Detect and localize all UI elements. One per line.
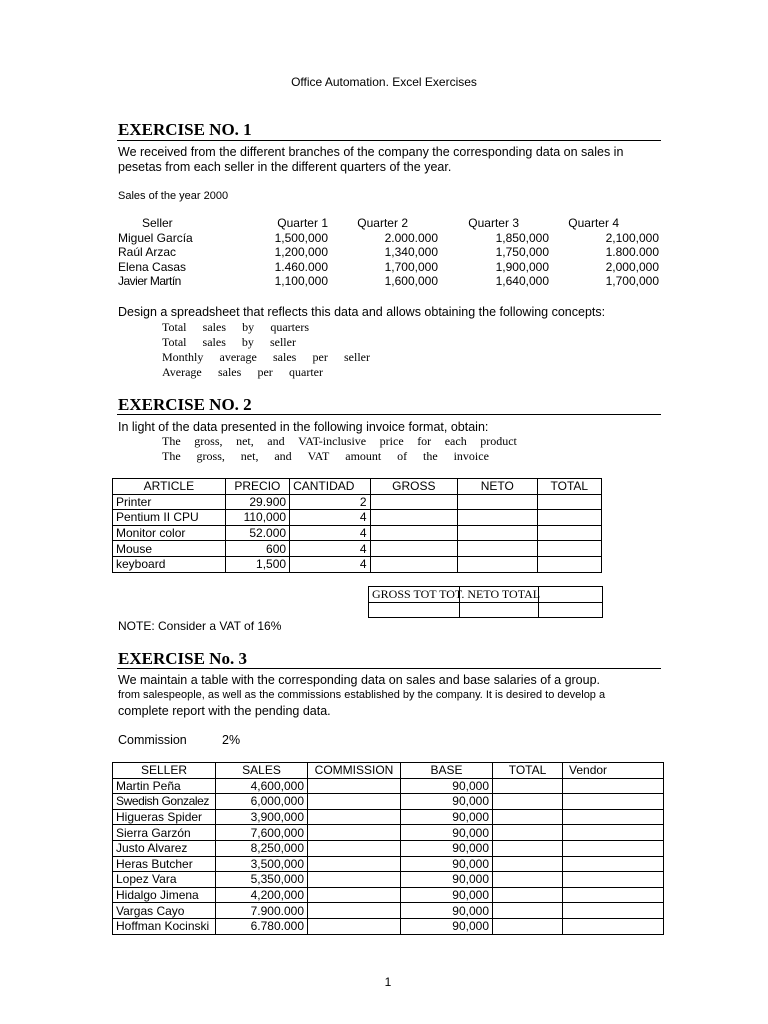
table-row xyxy=(113,840,664,856)
vendor-cell xyxy=(563,872,664,888)
total-cell xyxy=(537,556,601,572)
concept-word: sales xyxy=(217,365,242,379)
concept-word: sales xyxy=(202,320,226,334)
seller-name: Miguel García xyxy=(118,230,193,245)
table-row xyxy=(118,260,659,275)
total-cell xyxy=(493,794,563,810)
vendor-cell xyxy=(563,840,664,856)
seller-cell: Lopez Vara xyxy=(113,872,216,888)
q4-value: 1.800.000 xyxy=(605,245,659,259)
totals-value-gross xyxy=(369,602,460,618)
concept-word: sales xyxy=(202,335,226,349)
seller-cell: Higueras Spider xyxy=(113,809,216,825)
neto-cell xyxy=(458,525,537,541)
commission-cell xyxy=(308,794,401,810)
cantidad-cell: 4 xyxy=(290,525,370,541)
total-cell xyxy=(537,541,601,557)
table-row xyxy=(113,872,664,888)
exercise-1-rule xyxy=(117,140,661,141)
instruction-word: The xyxy=(162,449,181,463)
q3-value: 1,850,000 xyxy=(495,230,549,245)
sp-header-seller: SELLER xyxy=(113,763,216,779)
invoice-totals-row xyxy=(369,602,603,618)
precio-cell: 52.000 xyxy=(225,525,289,541)
table-row xyxy=(113,494,602,510)
concept-word: by xyxy=(241,335,254,349)
total-cell xyxy=(493,778,563,794)
instruction-word: and xyxy=(267,434,285,448)
totals-value-neto xyxy=(460,602,539,618)
table-row xyxy=(113,856,664,872)
neto-cell xyxy=(458,494,537,510)
invoice-header-neto: NETO xyxy=(458,479,537,495)
invoice-totals-label: GROSS TOT TOT. NETO TOTAL xyxy=(372,587,541,601)
commission-label: Commission xyxy=(118,733,187,747)
concept-item xyxy=(162,320,309,335)
cantidad-cell: 4 xyxy=(290,541,370,557)
totals-value-total xyxy=(539,602,603,618)
total-cell xyxy=(493,825,563,841)
instruction-word: amount xyxy=(345,449,382,463)
vendor-cell xyxy=(563,794,664,810)
sales-table xyxy=(118,216,659,289)
concept-word: Average xyxy=(162,365,202,379)
instruction-word: price xyxy=(379,434,404,448)
exercise-3-intro-line-1: We maintain a table with the corresponding data on sales and base salaries of a group. xyxy=(118,673,601,687)
exercise-1-intro-line-1: We received from the different branches of the company the corresponding data on sales in xyxy=(118,145,624,159)
concept-word: Total xyxy=(162,335,187,349)
exercise-1-design-text: Design a spreadsheet that reflects this data and allows obtaining the following concepts: xyxy=(118,305,606,319)
base-cell: 90,000 xyxy=(401,856,493,872)
base-cell: 90,000 xyxy=(401,809,493,825)
totals-cell-total xyxy=(539,587,603,603)
instruction-word: product xyxy=(480,434,517,448)
sales-header-q1: Quarter 1 xyxy=(277,216,328,230)
q2-value: 1,600,000 xyxy=(384,274,438,288)
sales-table-header xyxy=(118,216,659,231)
base-cell: 90,000 xyxy=(401,887,493,903)
precio-cell: 1,500 xyxy=(225,556,289,572)
base-cell: 90,000 xyxy=(401,918,493,934)
sales-cell: 5,350,000 xyxy=(216,872,308,888)
commission-cell xyxy=(308,872,401,888)
q1-value: 1,500,000 xyxy=(274,230,328,245)
sales-header-q3: Quarter 3 xyxy=(468,216,519,230)
total-cell xyxy=(493,918,563,934)
sp-header-sales: SALES xyxy=(216,763,308,779)
commission-cell xyxy=(308,918,401,934)
commission-cell xyxy=(308,809,401,825)
q4-value: 2,000,000 xyxy=(605,259,659,274)
seller-cell: Sierra Garzón xyxy=(113,825,216,841)
table-row xyxy=(113,778,664,794)
seller-cell: Justo Alvarez xyxy=(113,840,216,856)
table-row xyxy=(113,510,602,526)
total-cell xyxy=(493,840,563,856)
exercise-2-title: EXERCISE NO. 2 xyxy=(118,395,252,414)
invoice-header-article: ARTICLE xyxy=(113,479,226,495)
vendor-cell xyxy=(563,856,664,872)
vendor-cell xyxy=(563,903,664,919)
exercise-2-rule xyxy=(117,414,661,415)
commission-value: 2% xyxy=(222,733,241,747)
neto-cell xyxy=(458,541,537,557)
table-row xyxy=(118,274,659,289)
table-row xyxy=(113,903,664,919)
exercise-1-title: EXERCISE NO. 1 xyxy=(118,120,252,139)
q1-value: 1,100,000 xyxy=(274,274,328,288)
instruction-item xyxy=(162,434,517,449)
concept-word: Monthly xyxy=(162,350,204,364)
exercise-1-intro-line-2: pesetas from each seller in the different quarters of the year. xyxy=(118,160,452,174)
invoice-table-header xyxy=(113,479,602,495)
salespeople-table-header xyxy=(113,763,664,779)
article-cell: Mouse xyxy=(113,541,226,557)
neto-cell xyxy=(458,556,537,572)
seller-cell: Hoffman Kocinski xyxy=(113,918,216,934)
table-row xyxy=(113,525,602,541)
table-row xyxy=(118,245,659,260)
sp-header-vendor: Vendor xyxy=(563,763,664,779)
total-cell xyxy=(537,525,601,541)
invoice-table xyxy=(112,478,602,573)
total-cell xyxy=(493,872,563,888)
gross-cell xyxy=(370,510,458,526)
precio-cell: 29.900 xyxy=(225,494,289,510)
seller-cell: Vargas Cayo xyxy=(113,903,216,919)
exercise-3-title: EXERCISE No. 3 xyxy=(118,649,247,668)
concept-word: seller xyxy=(269,335,296,349)
gross-cell xyxy=(370,525,458,541)
cantidad-cell: 4 xyxy=(290,556,370,572)
total-cell xyxy=(493,887,563,903)
exercise-1-subtitle: Sales of the year 2000 xyxy=(118,190,229,202)
invoice-header-total: TOTAL xyxy=(537,479,601,495)
sales-cell: 3,900,000 xyxy=(216,809,308,825)
gross-cell xyxy=(370,494,458,510)
instruction-item xyxy=(162,449,489,464)
instruction-word: The xyxy=(162,434,181,448)
table-row xyxy=(113,794,664,810)
total-cell xyxy=(493,809,563,825)
sales-cell: 7,600,000 xyxy=(216,825,308,841)
concept-word: Total xyxy=(162,320,187,334)
commission-cell xyxy=(308,887,401,903)
instruction-word: for xyxy=(417,434,432,448)
concept-word: quarter xyxy=(289,365,323,379)
table-row xyxy=(113,918,664,934)
q3-value: 1,750,000 xyxy=(495,245,549,259)
page-header: Office Automation. Excel Exercises xyxy=(291,75,477,89)
seller-cell: Hidalgo Jimena xyxy=(113,887,216,903)
q4-value: 2,100,000 xyxy=(605,230,659,245)
total-cell xyxy=(493,856,563,872)
concept-word: seller xyxy=(344,350,370,364)
table-row xyxy=(113,541,602,557)
sales-cell: 8,250,000 xyxy=(216,840,308,856)
gross-cell xyxy=(370,541,458,557)
table-row xyxy=(113,809,664,825)
base-cell: 90,000 xyxy=(401,778,493,794)
q2-value: 1,700,000 xyxy=(384,259,438,274)
article-cell: Printer xyxy=(113,494,226,510)
instruction-word: VAT-inclusive xyxy=(298,434,367,448)
sales-header-seller: Seller xyxy=(142,216,173,230)
instruction-word: net, xyxy=(240,449,259,463)
table-row xyxy=(113,556,602,572)
commission-cell xyxy=(308,825,401,841)
sales-cell: 7.900.000 xyxy=(216,903,308,919)
base-cell: 90,000 xyxy=(401,872,493,888)
sp-header-base: BASE xyxy=(401,763,493,779)
seller-cell: Martin Peña xyxy=(113,778,216,794)
invoice-header-cantidad: CANTIDAD xyxy=(290,479,370,495)
vat-note: NOTE: Consider a VAT of 16% xyxy=(118,619,282,633)
concept-word: by xyxy=(242,320,255,334)
commission-cell xyxy=(308,856,401,872)
base-cell: 90,000 xyxy=(401,794,493,810)
instruction-word: and xyxy=(274,449,292,463)
sales-header-q2: Quarter 2 xyxy=(357,216,408,230)
cantidad-cell: 2 xyxy=(290,494,370,510)
q2-value: 1,340,000 xyxy=(384,245,438,259)
article-cell: Monitor color xyxy=(113,525,226,541)
exercise-3-rule xyxy=(117,668,661,669)
instruction-word: net, xyxy=(236,434,254,448)
q3-value: 1,640,000 xyxy=(495,274,549,288)
sp-header-commission: COMMISSION xyxy=(308,763,401,779)
vendor-cell xyxy=(563,918,664,934)
concept-word: average xyxy=(219,350,257,364)
base-cell: 90,000 xyxy=(401,825,493,841)
sp-header-total: TOTAL xyxy=(493,763,563,779)
concept-item xyxy=(162,350,370,365)
table-row xyxy=(113,825,664,841)
article-cell: Pentium II CPU xyxy=(113,510,226,526)
seller-name: Elena Casas xyxy=(118,259,187,274)
exercise-3-intro-line-2: from salespeople, as well as the commissions established by the company. It is desired to develop a xyxy=(118,689,606,701)
instruction-word: the xyxy=(423,449,438,463)
q3-value: 1,900,000 xyxy=(495,259,549,274)
concept-word: sales xyxy=(273,350,297,364)
concept-item xyxy=(162,335,296,350)
instruction-word: of xyxy=(397,449,408,463)
base-cell: 90,000 xyxy=(401,903,493,919)
q2-value: 2.000.000 xyxy=(384,230,438,245)
exercise-2-intro: In light of the data presented in the following invoice format, obtain: xyxy=(118,420,489,434)
invoice-header-gross: GROSS xyxy=(370,479,458,495)
sales-cell: 4,600,000 xyxy=(216,778,308,794)
concept-word: quarters xyxy=(270,320,309,334)
concept-word: per xyxy=(257,365,273,379)
base-cell: 90,000 xyxy=(401,840,493,856)
sales-cell: 3,500,000 xyxy=(216,856,308,872)
concept-word: per xyxy=(312,350,328,364)
seller-name: Raúl Arzac xyxy=(118,245,177,259)
exercise-3-intro-line-3: complete report with the pending data. xyxy=(118,704,331,718)
instruction-word: invoice xyxy=(453,449,489,463)
q1-value: 1.460.000 xyxy=(274,259,328,274)
gross-cell xyxy=(370,556,458,572)
instruction-word: gross, xyxy=(194,434,223,448)
vendor-cell xyxy=(563,887,664,903)
precio-cell: 110,000 xyxy=(225,510,289,526)
seller-name: Javier Martín xyxy=(118,274,181,288)
total-cell xyxy=(537,494,601,510)
seller-cell: Swedish Gonzalez xyxy=(113,794,216,810)
instruction-word: each xyxy=(444,434,467,448)
vendor-cell xyxy=(563,809,664,825)
cantidad-cell: 4 xyxy=(290,510,370,526)
sales-cell: 6.780.000 xyxy=(216,918,308,934)
article-cell: keyboard xyxy=(113,556,226,572)
commission-cell xyxy=(308,840,401,856)
table-row xyxy=(118,231,659,246)
instruction-word: gross, xyxy=(196,449,225,463)
q4-value: 1,700,000 xyxy=(605,274,659,288)
sales-cell: 6,000,000 xyxy=(216,794,308,810)
instruction-word: VAT xyxy=(307,449,330,463)
vendor-cell xyxy=(563,778,664,794)
commission-cell xyxy=(308,778,401,794)
neto-cell xyxy=(458,510,537,526)
sales-cell: 4,200,000 xyxy=(216,887,308,903)
precio-cell: 600 xyxy=(225,541,289,557)
page-number: 1 xyxy=(384,975,392,989)
concept-item xyxy=(162,365,323,380)
table-row xyxy=(113,887,664,903)
salespeople-table xyxy=(112,762,664,935)
sales-header-q4: Quarter 4 xyxy=(568,216,619,230)
total-cell xyxy=(537,510,601,526)
total-cell xyxy=(493,903,563,919)
vendor-cell xyxy=(563,825,664,841)
seller-cell: Heras Butcher xyxy=(113,856,216,872)
commission-cell xyxy=(308,903,401,919)
invoice-header-precio: PRECIO xyxy=(225,479,289,495)
q1-value: 1,200,000 xyxy=(274,245,328,259)
